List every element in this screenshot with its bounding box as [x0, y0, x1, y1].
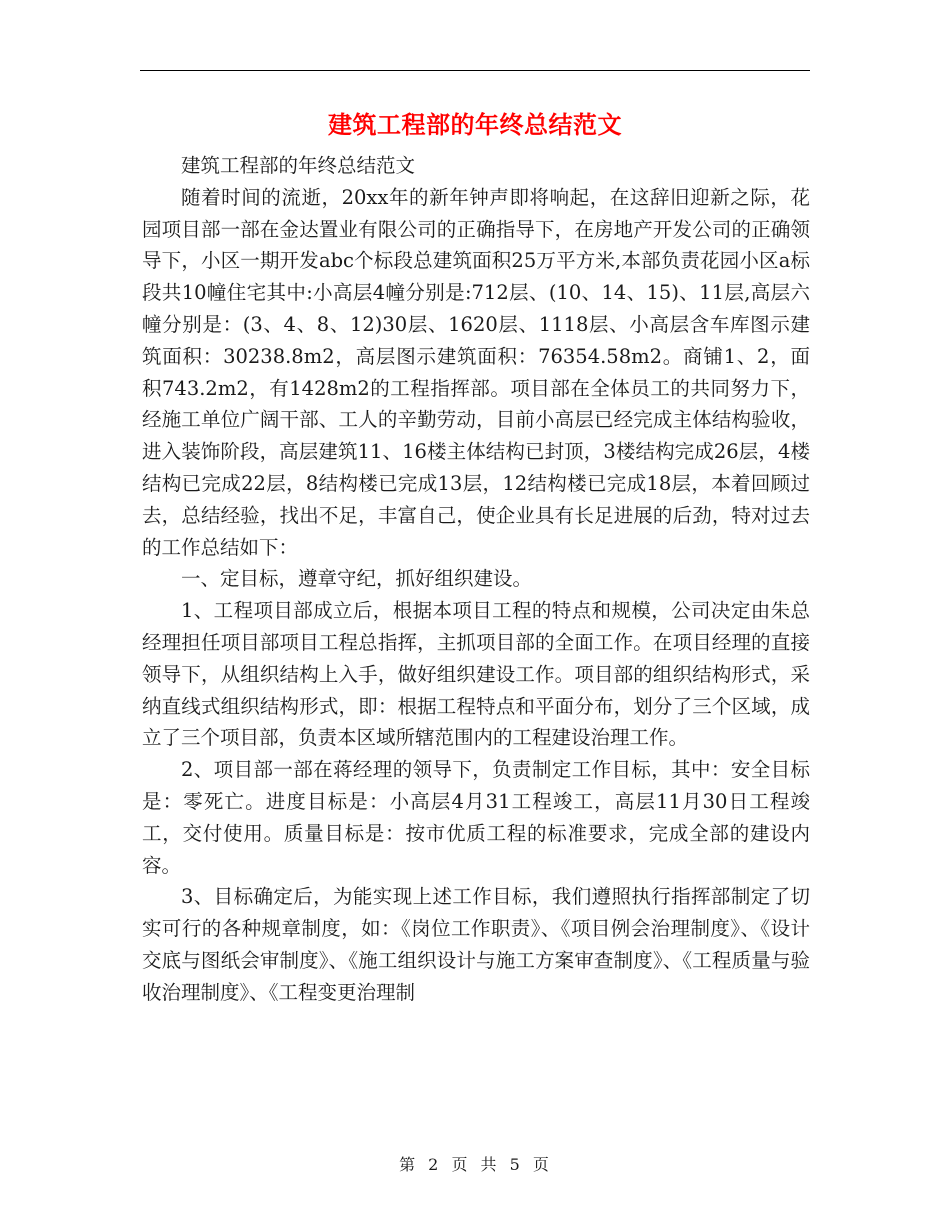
paragraph-intro: 随着时间的流逝，20xx年的新年钟声即将响起，在这辞旧迎新之际，花园项目部一部在金达置业有限公司的正确指导下，在房地产开发公司的正确领导下，小区一期开发abc个标段总建筑面积25万平方米,本部负责花园小区a标段共10幢住宅其中:小高层4幢分别是:712层、(10、14、15)、11层,高层六幢分别是：(3、4、8、12)30层、1620层、1118层、小高层含车库图示建筑面积：30238.8m2，高层图示建筑面积：76354.58m2。商铺1、2，面积743.2m2，有1428m2的工程指挥部。项目部在全体员工的共同努力下，经施工单位广阔干部、工人的辛勤劳动，目前小高层已经完成主体结构验收，进入装饰阶段，高层建筑11、16楼主体结构已封顶，3楼结构完成26层，4楼结构已完成22层，8结构楼已完成13层，12结构楼已完成18层，本着回顾过去，总结经验，找出不足，丰富自己，使企业具有长足进展的后劲，特对过去的工作总结如下： [142, 185, 810, 559]
paragraph-item-2: 2、项目部一部在蒋经理的领导下，负责制定工作目标，其中：安全目标是：零死亡。进度目标是：小高层4月31工程竣工，高层11月30日工程竣工，交付使用。质量目标是：按市优质工程的标准要求，完成全部的建设内容。 [142, 758, 810, 877]
section-heading-1: 一、定目标，遵章守纪，抓好组织建设。 [181, 567, 533, 591]
paragraph-item-3: 3、目标确定后，为能实现上述工作目标，我们遵照执行指挥部制定了切实可行的各种规章制度，如：《岗位工作职责》、《项目例会治理制度》、《设计交底与图纸会审制度》、《施工组织设计与施工方案审查制度》、《工程质量与验收治理制度》、《工程变更治理制 [142, 885, 810, 1004]
paragraph-item-1: 1、工程项目部成立后，根据本项目工程的特点和规模，公司决定由朱总经理担任项目部项目工程总指挥，主抓项目部的全面工作。在项目经理的直接领导下，从组织结构上入手，做好组织建设工作。项目部的组织结构形式，采纳直线式组织结构形式，即：根据工程特点和平面分布，划分了三个区域，成立了三个项目部，负责本区域所辖范围内的工程建设治理工作。 [142, 599, 810, 750]
document-body [142, 150, 810, 1009]
paragraph-subtitle: 建筑工程部的年终总结范文 [181, 154, 416, 177]
page-number-footer: 第 2 页 共 5 页 [399, 1155, 551, 1174]
document-title: 建筑工程部的年终总结范文 [328, 110, 622, 139]
header-rule [140, 70, 810, 71]
